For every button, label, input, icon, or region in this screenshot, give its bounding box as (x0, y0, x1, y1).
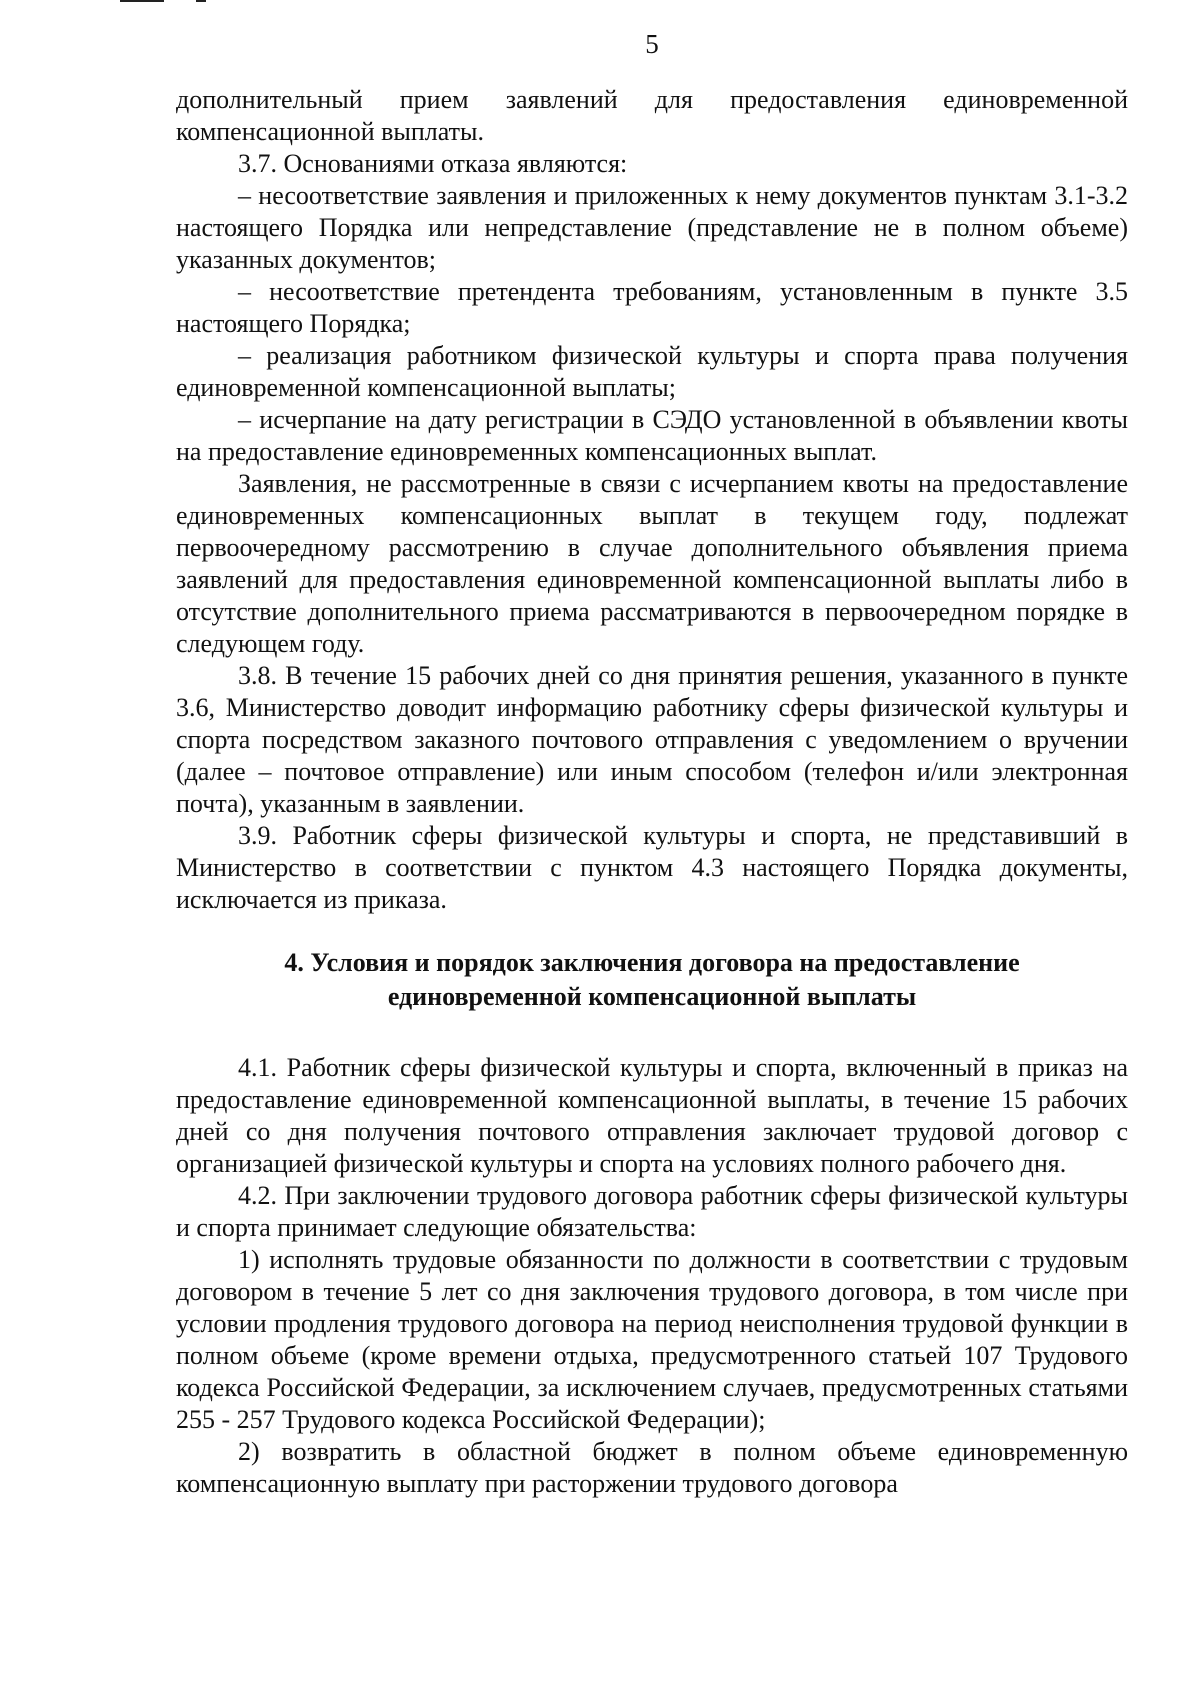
scan-edge-mark (120, 0, 164, 2)
section-heading (176, 946, 1128, 1014)
paragraph-unreviewed-applications: Заявления, не рассмотренные в связи с исчерпанием квоты на предоставление единовременных компенсационных выплат в текущем году, подлежат первоочередному рассмотрению в случае дополнительного объявления приема заявлений для предоставления единовременной компенсационной выплаты либо в отсутствие дополнительного приема рассматриваются в первоочередном порядке в следующем году. (176, 469, 1128, 658)
refusal-reason-3: – реализация работником физической культуры и спорта права получения единовременной компенсационной выплаты; (176, 341, 1128, 402)
paragraph-3-7: 3.7. Основаниями отказа являются: (238, 149, 628, 178)
document-body (176, 84, 1128, 1500)
refusal-reason-1: – несоответствие заявления и приложенных к нему документов пунктам 3.1-3.2 настоящего Порядка или непредставление (представление не в полном объеме) указанных документов; (176, 181, 1128, 274)
scan-edge-mark (196, 0, 206, 2)
refusal-reason-4: – исчерпание на дату регистрации в СЭДО установленной в объявлении квоты на предоставление единовременных компенсационных выплат. (176, 405, 1128, 466)
spacer (176, 916, 1128, 946)
obligation-1: 1) исполнять трудовые обязанности по должности в соответствии с трудовым договором в течение 5 лет со дня заключения трудового договора, в том числе при условии продления трудового договора на период неисполнения трудовой функции в полном объеме (кроме времени отдыха, предусмотренного статьей 107 Трудового кодекса Российской Федерации, за исключением случаев, предусмотренных статьями 255 - 257 Трудового кодекса Российской Федерации); (176, 1245, 1128, 1434)
page-number: 5 (645, 29, 659, 59)
paragraph-3-8: 3.8. В течение 15 рабочих дней со дня принятия решения, указанного в пункте 3.6, Министерство доводит информацию работнику сферы физической культуры и спорта посредством заказного почтового отправления с уведомлением о вручении (далее – почтовое отправление) или иным способом (телефон и/или электронная почта), указанным в заявлении. (176, 661, 1128, 818)
section-heading-line-1: 4. Условия и порядок заключения договора на предоставление (284, 948, 1020, 977)
paragraph-4-1: 4.1. Работник сферы физической культуры и спорта, включенный в приказ на предоставление единовременной компенсационной выплаты, в течение 15 рабочих дней со дня получения почтового отправления заключает трудовой договор с организацией физической культуры и спорта на условиях полного рабочего дня. (176, 1053, 1128, 1178)
section-heading-line-2: единовременной компенсационной выплаты (387, 982, 917, 1011)
paragraph-4-2: 4.2. При заключении трудового договора работник сферы физической культуры и спорта принимает следующие обязательства: (176, 1181, 1128, 1242)
spacer (176, 1014, 1128, 1052)
paragraph-continuation: дополнительный прием заявлений для предоставления единовременной компенсационной выплаты. (176, 85, 1128, 146)
refusal-reason-2: – несоответствие претендента требованиям, установленным в пункте 3.5 настоящего Порядка; (176, 277, 1128, 338)
obligation-2: 2) возвратить в областной бюджет в полном объеме единовременную компенсационную выплату при расторжении трудового договора (176, 1437, 1128, 1498)
paragraph-3-9: 3.9. Работник сферы физической культуры и спорта, не представивший в Министерство в соответствии с пунктом 4.3 настоящего Порядка документы, исключается из приказа. (176, 821, 1128, 914)
